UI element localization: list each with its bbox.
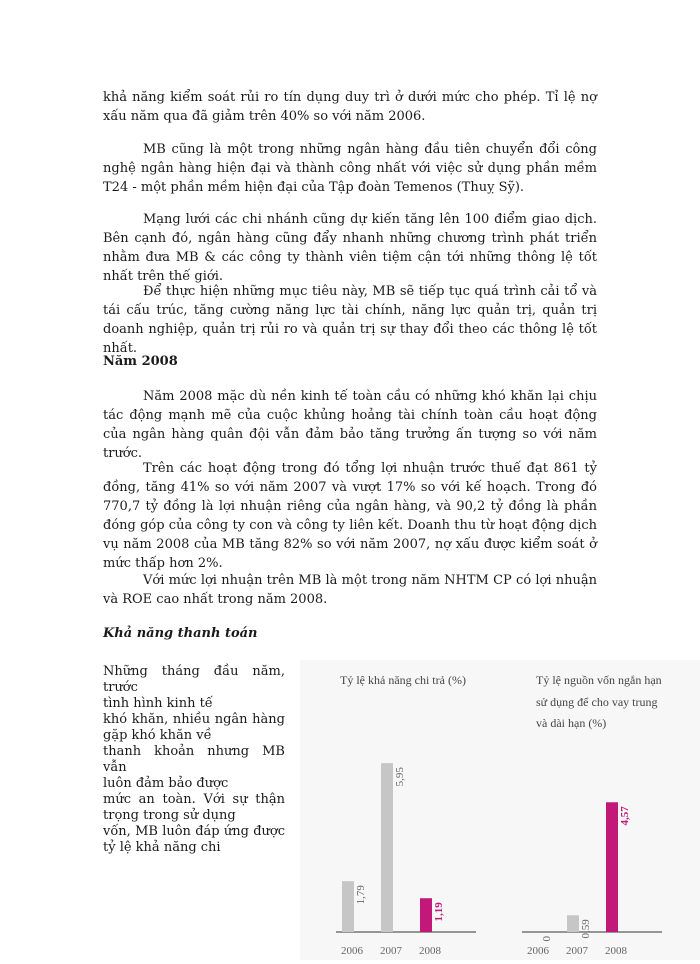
- side-text-line: vốn, MB luôn đáp ứng được: [103, 824, 285, 839]
- chart-value-label: 0: [541, 936, 553, 942]
- chart-bar: [420, 898, 432, 932]
- paragraph-2008-overview: Năm 2008 mặc dù nền kinh tế toàn cầu có những khó khăn lại chịu tác động mạnh mẽ của cuộc khủng hoảng tài chính toàn cầu hoạt động của ngân hàng quân đội vẫn đảm bảo tăng trưởng ấn tượng so với năm trước.: [103, 389, 597, 461]
- paragraph-restructure: Để thực hiện những mục tiêu này, MB sẽ tiếp tục quá trình cải tổ và tái cấu trúc, tăng cường năng lực tài chính, năng lực quản trị, quản trị doanh nghiệp, quản trị rủi ro và quản trị sự thay đổi theo các thông lệ tốt nhất.: [103, 284, 597, 356]
- chart-value-label: 1,79: [355, 885, 367, 905]
- side-text-line: tình hình kinh tế: [103, 696, 213, 711]
- side-text-line: trọng trong sử dụng: [103, 808, 236, 823]
- chart-bar: [381, 763, 393, 932]
- chart-category-label: 2006: [341, 945, 363, 957]
- charts-svg: [300, 660, 700, 960]
- chart-bar: [342, 881, 354, 932]
- chart2-title-line2: sử dụng để cho vay trung: [536, 695, 658, 709]
- liquidity-charts: [300, 660, 700, 960]
- paragraph-network: Mạng lưới các chi nhánh cũng dự kiến tăng lên 100 điểm giao dịch. Bên cạnh đó, ngân hàng cũng đẩy nhanh những chương trình phát triển nhằm đưa MB & các công ty thành viên tiệm cận tới những thông lệ tốt nhất trên thế giới.: [103, 212, 597, 284]
- chart-bar: [567, 915, 579, 932]
- chart-category-label: 2008: [605, 945, 627, 957]
- chart-value-label: 4,57: [619, 806, 631, 826]
- chart-value-label: 0,59: [580, 919, 592, 939]
- paragraph-2008-roe: Với mức lợi nhuận trên MB là một trong năm NHTM CP có lợi nhuận và ROE cao nhất trong năm 2008.: [103, 573, 597, 607]
- paragraph-2008-profit: Trên các hoạt động trong đó tổng lợi nhuận trước thuế đạt 861 tỷ đồng, tăng 41% so với năm 2007 và vượt 17% so với kế hoạch. Trong đó 770,7 tỷ đồng là lợi nhuận riêng của ngân hàng, và 90,2 tỷ đồng là phần đóng góp của công ty con và công ty liên kết. Doanh thu từ hoạt động dịch vụ năm 2008 của MB tăng 82% so với năm 2007, nợ xấu được kiểm soát ở mức thấp hơn 2%.: [103, 461, 597, 571]
- chart-category-label: 2006: [527, 945, 549, 957]
- chart-bar: [606, 802, 618, 932]
- chart1-title: Tỷ lệ khả năng chi trả (%): [340, 673, 466, 687]
- paragraph-t24: MB cũng là một trong những ngân hàng đầu tiên chuyển đổi công nghệ ngân hàng hiện đại và thành công nhất với việc sử dụng phần mềm T24 - một phần mềm hiện đại của Tập đoàn Temenos (Thuỵ Sỹ).: [103, 142, 597, 195]
- side-text-line: tỷ lệ khả năng chi: [103, 840, 221, 855]
- chart2-title-line1: Tỷ lệ nguồn vốn ngắn hạn: [536, 673, 662, 687]
- side-text-line: gặp khó khăn về: [103, 728, 212, 743]
- chart-category-label: 2007: [566, 945, 588, 957]
- chart-category-label: 2007: [380, 945, 402, 957]
- chart-value-label: 1,19: [433, 902, 445, 922]
- chart2-plot: [522, 802, 662, 957]
- chart-value-label: 5,95: [394, 767, 406, 787]
- side-text-line: mức an toàn. Với sự thận: [103, 792, 285, 807]
- side-text-line: khó khăn, nhiều ngân hàng: [103, 712, 285, 727]
- heading-year-2008: Năm 2008: [103, 354, 178, 369]
- chart-category-label: 2008: [419, 945, 441, 957]
- liquidity-side-text: [103, 664, 285, 856]
- side-text-line: thanh khoản nhưng MB vẫn: [103, 744, 285, 775]
- side-text-line: Những tháng đầu năm, trước: [103, 664, 285, 695]
- subheading-liquidity: Khả năng thanh toán: [103, 626, 258, 641]
- chart1-plot: [336, 763, 476, 957]
- side-text-line: luôn đảm bảo được: [103, 776, 229, 791]
- chart2-title-line3: và dài hạn (%): [536, 716, 607, 730]
- paragraph-intro: khả năng kiểm soát rủi ro tín dụng duy trì ở dưới mức cho phép. Tỉ lệ nợ xấu năm qua đã giảm trên 40% so với năm 2006.: [103, 90, 597, 124]
